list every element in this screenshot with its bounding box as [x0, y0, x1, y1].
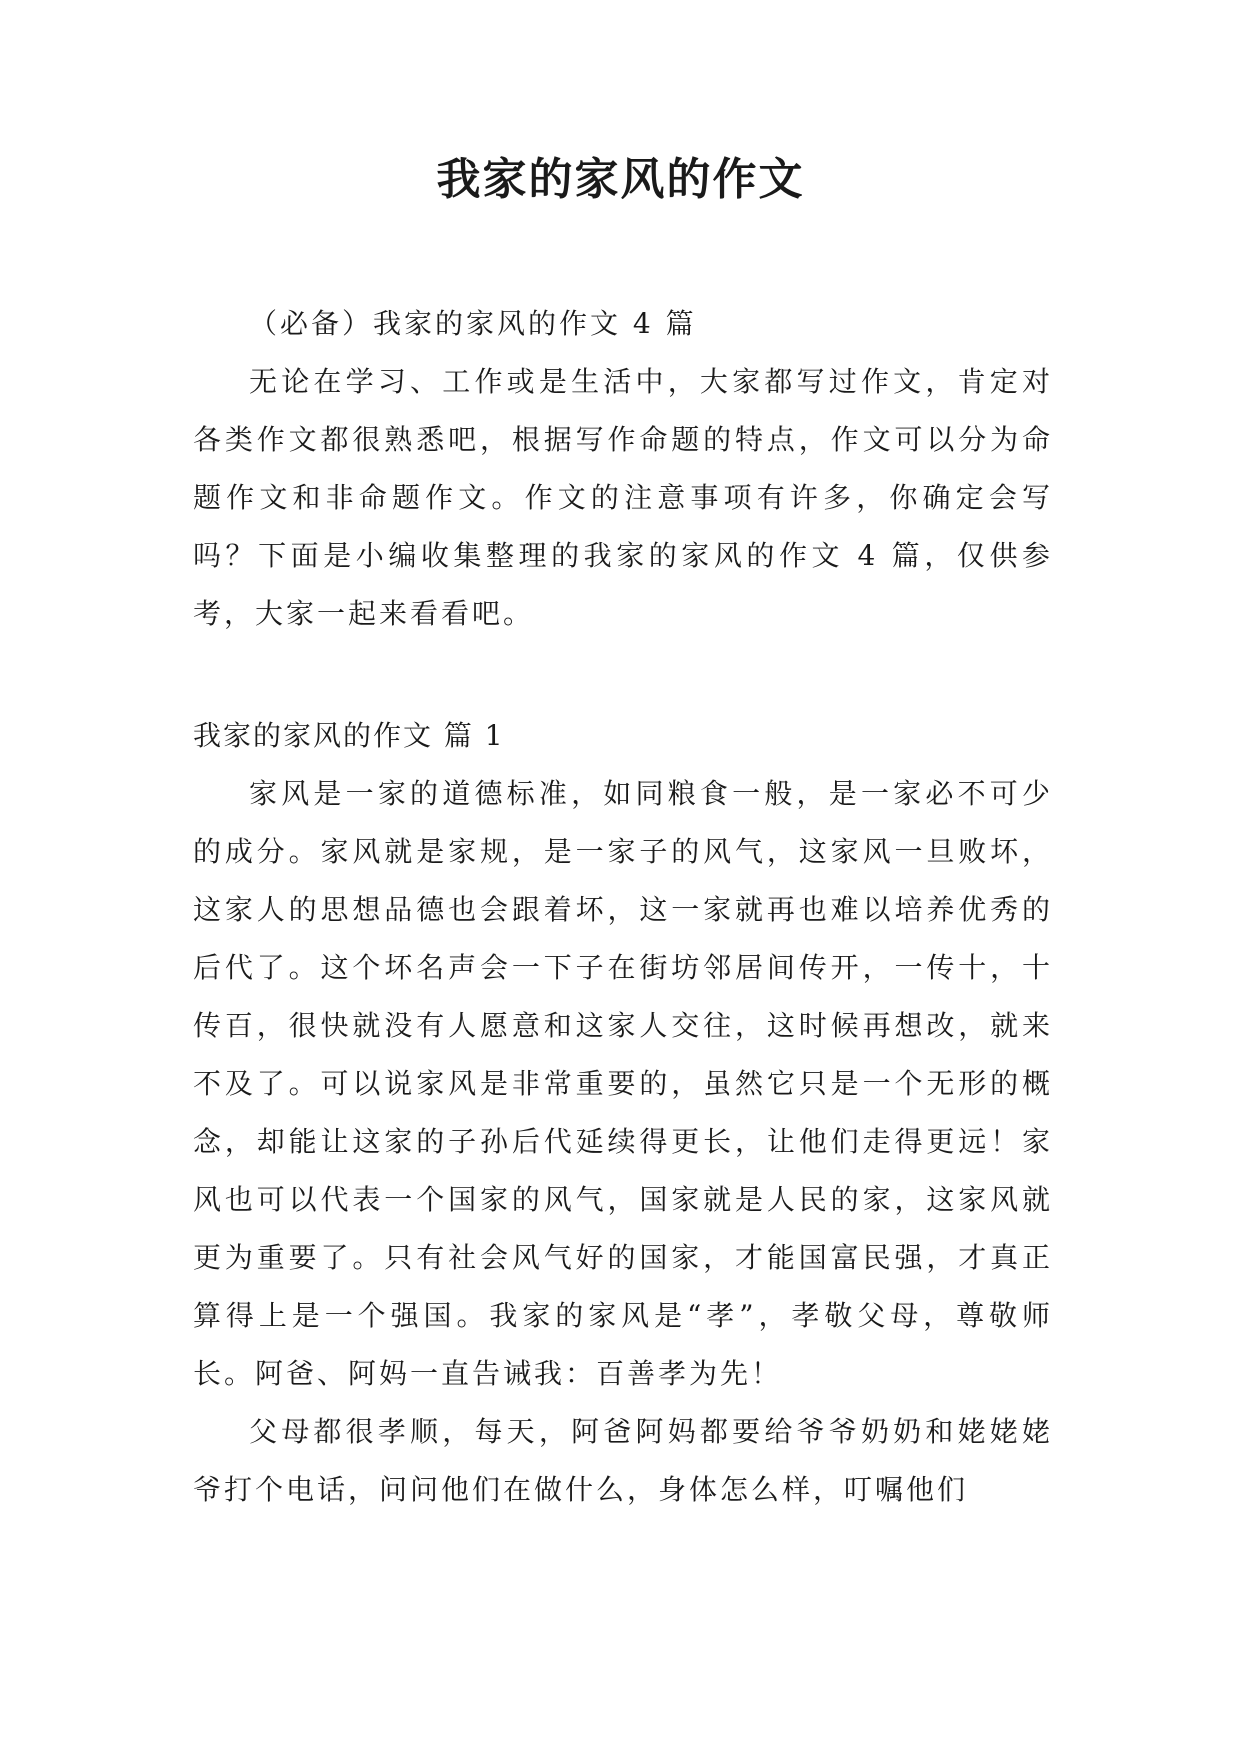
section-heading: 我家的家风的作文 篇 1 [193, 719, 505, 752]
document-subtitle: （必备）我家的家风的作文 4 篇 [249, 307, 697, 340]
document-body [193, 295, 1053, 1519]
intro-paragraph: 无论在学习、工作或是生活中，大家都写过作文，肯定对各类作文都很熟悉吧，根据写作命题的特点，作文可以分为命题作文和非命题作文。作文的注意事项有许多，你确定会写吗？下面是小编收集整理的我家的家风的作文 4 篇，仅供参考，大家一起来看看吧。 [193, 365, 1053, 630]
section-paragraph: 家风是一家的道德标准，如同粮食一般，是一家必不可少的成分。家风就是家规，是一家子的风气，这家风一旦败坏，这家人的思想品德也会跟着坏，这一家就再也难以培养优秀的后代了。这个坏名声会一下子在街坊邻居间传开，一传十，十传百，很快就没有人愿意和这家人交往，这时候再想改，就来不及了。可以说家风是非常重要的，虽然它只是一个无形的概念，却能让这家的子孙后代延续得更长，让他们走得更远！家风也可以代表一个国家的风气，国家就是人民的家，这家风就更为重要了。只有社会风气好的国家，才能国富民强，才真正算得上是一个强国。我家的家风是“孝”，孝敬父母，尊敬师长。阿爸、阿妈一直告诫我：百善孝为先！ [193, 777, 1053, 1390]
document-title: 我家的家风的作文 [436, 154, 805, 205]
section-paragraph: 父母都很孝顺，每天，阿爸阿妈都要给爷爷奶奶和姥姥姥爷打个电话，问问他们在做什么，身体怎么样，叮嘱他们 [193, 1415, 1053, 1506]
